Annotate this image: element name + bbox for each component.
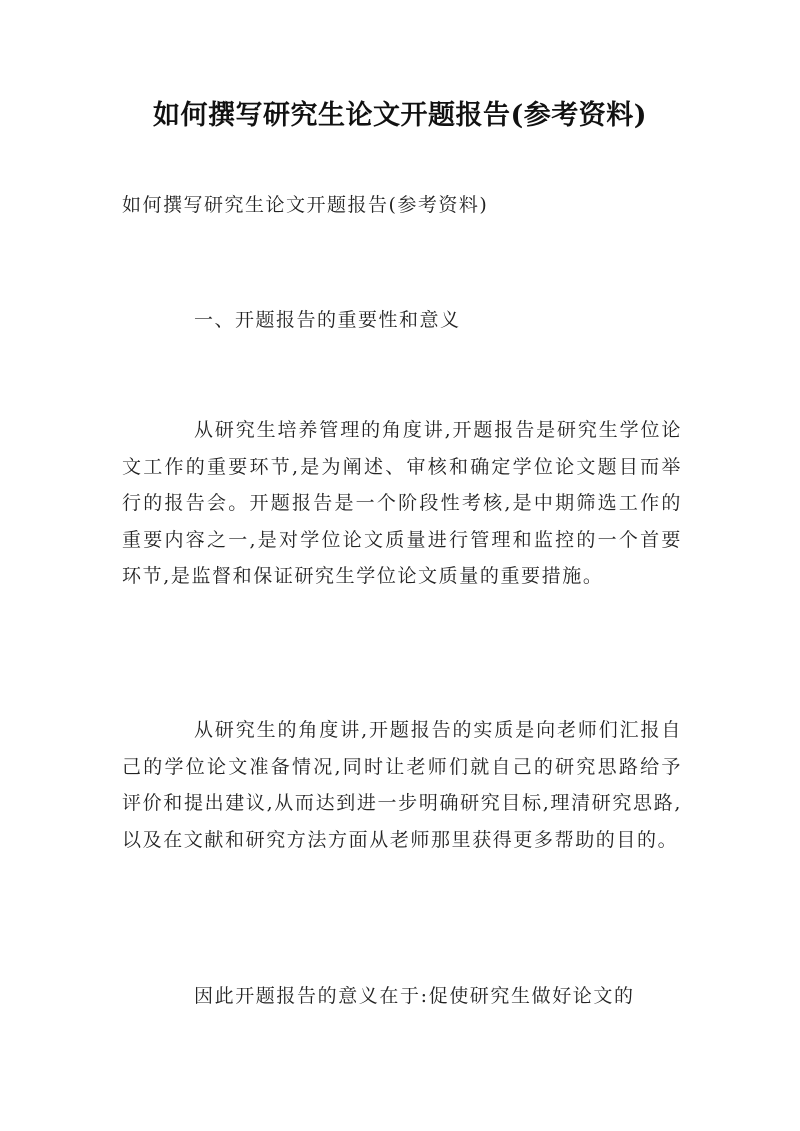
document-title: 如何撰写研究生论文开题报告(参考资料) <box>152 100 648 131</box>
section-heading: 一、开题报告的重要性和意义 <box>194 309 461 331</box>
paragraph: 因此开题报告的意义在于:促使研究生做好论文的 <box>194 985 635 1007</box>
document-subtitle: 如何撰写研究生论文开题报告(参考资料) <box>122 194 489 216</box>
paragraph: 从研究生的角度讲,开题报告的实质是向老师们汇报自己的学位论文准备情况,同时让老师们就自己的研究思路给予评价和提出建议,从而达到进一步明确研究目标,理清研究思路,以及在文献和研究方法方面从老师那里获得更多帮助的目的。 <box>122 719 682 851</box>
paragraph: 从研究生培养管理的角度讲,开题报告是研究生学位论文工作的重要环节,是为阐述、审核和确定学位论文题目而举行的报告会。开题报告是一个阶段性考核,是中期筛选工作的重要内容之一,是对学位论文质量进行管理和监控的一个首要环节,是监督和保证研究生学位论文质量的重要措施。 <box>122 419 682 588</box>
